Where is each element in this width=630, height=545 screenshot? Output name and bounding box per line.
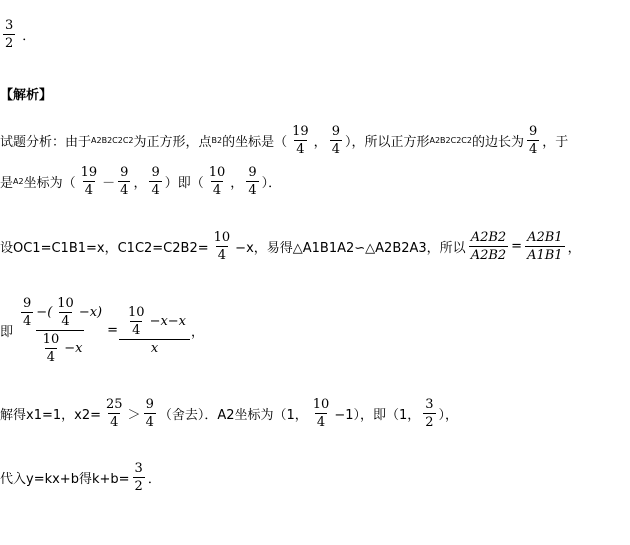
ratio-fraction-1: $\frac{A2B2}{A2B2}$ bbox=[470, 230, 507, 263]
substitution-line: 代入y=kx+b得k+b= $\frac{3}{2}$ ． bbox=[0, 461, 161, 494]
answer-line: 3 2 ． bbox=[5, 18, 36, 51]
answer-fraction: 3 2 bbox=[5, 18, 14, 51]
fraction: 9 4 bbox=[529, 124, 538, 157]
fraction: 19 4 bbox=[292, 124, 309, 157]
fraction: $\frac{10}{4}$ bbox=[213, 230, 231, 263]
fraction: 9 4 bbox=[120, 165, 129, 198]
solve-line: 解得x1=1，x2= $\frac{25}{4}$ ＞ 9 4 （舍去）．A2坐标为（1， 10 4 −1），即（1， 3 2 ）， bbox=[0, 397, 459, 430]
fraction: 3 2 bbox=[425, 397, 434, 430]
fraction: 9 4 bbox=[151, 165, 160, 198]
analysis-line-2: 是 A2 坐标为（ 19 4 － 9 4 ， 9 4 ）即（ 10 4 ， 9 4 ）． bbox=[0, 165, 282, 198]
set-line: 设OC1=C1B1=x，C1C2=C2B2= $\frac{10}{4}$ −x，易得△A1B1A2∽△A2B2A3，所以 $\frac{A2B2}{A2B2}$ = $\frac{A2B1}{A1B1}$ ， bbox=[0, 230, 581, 263]
fraction: 10 4 bbox=[208, 165, 226, 198]
fraction: $\frac{3}{2}$ bbox=[134, 461, 143, 494]
left-compound-fraction: 9 4 −( 10 4 −x) 10 4 −x bbox=[23, 296, 103, 365]
fraction: 9 4 bbox=[145, 397, 154, 430]
fraction: 9 4 bbox=[248, 165, 257, 198]
equation-line: 即 9 4 −( 10 4 −x) 10 4 −x = 10 4 −x−x x ， bbox=[0, 296, 205, 365]
right-compound-fraction: 10 4 −x−x x bbox=[121, 305, 188, 356]
analysis-line-1: 试题分析：由于 A2B2C2C2 为正方形，点 B2 的坐标是（ 19 4 ， 9 4 ），所以正方形 A2B2C2C2 的边长为 9 4 ，于 bbox=[0, 124, 569, 157]
ratio-fraction-2: $\frac{A2B1}{A1B1}$ bbox=[527, 230, 563, 263]
fraction: 19 4 bbox=[80, 165, 98, 198]
fraction: 10 4 bbox=[312, 397, 330, 430]
section-heading: 【解析】 bbox=[0, 88, 53, 103]
fraction: $\frac{25}{4}$ bbox=[106, 397, 123, 430]
fraction: 9 4 bbox=[331, 124, 340, 157]
